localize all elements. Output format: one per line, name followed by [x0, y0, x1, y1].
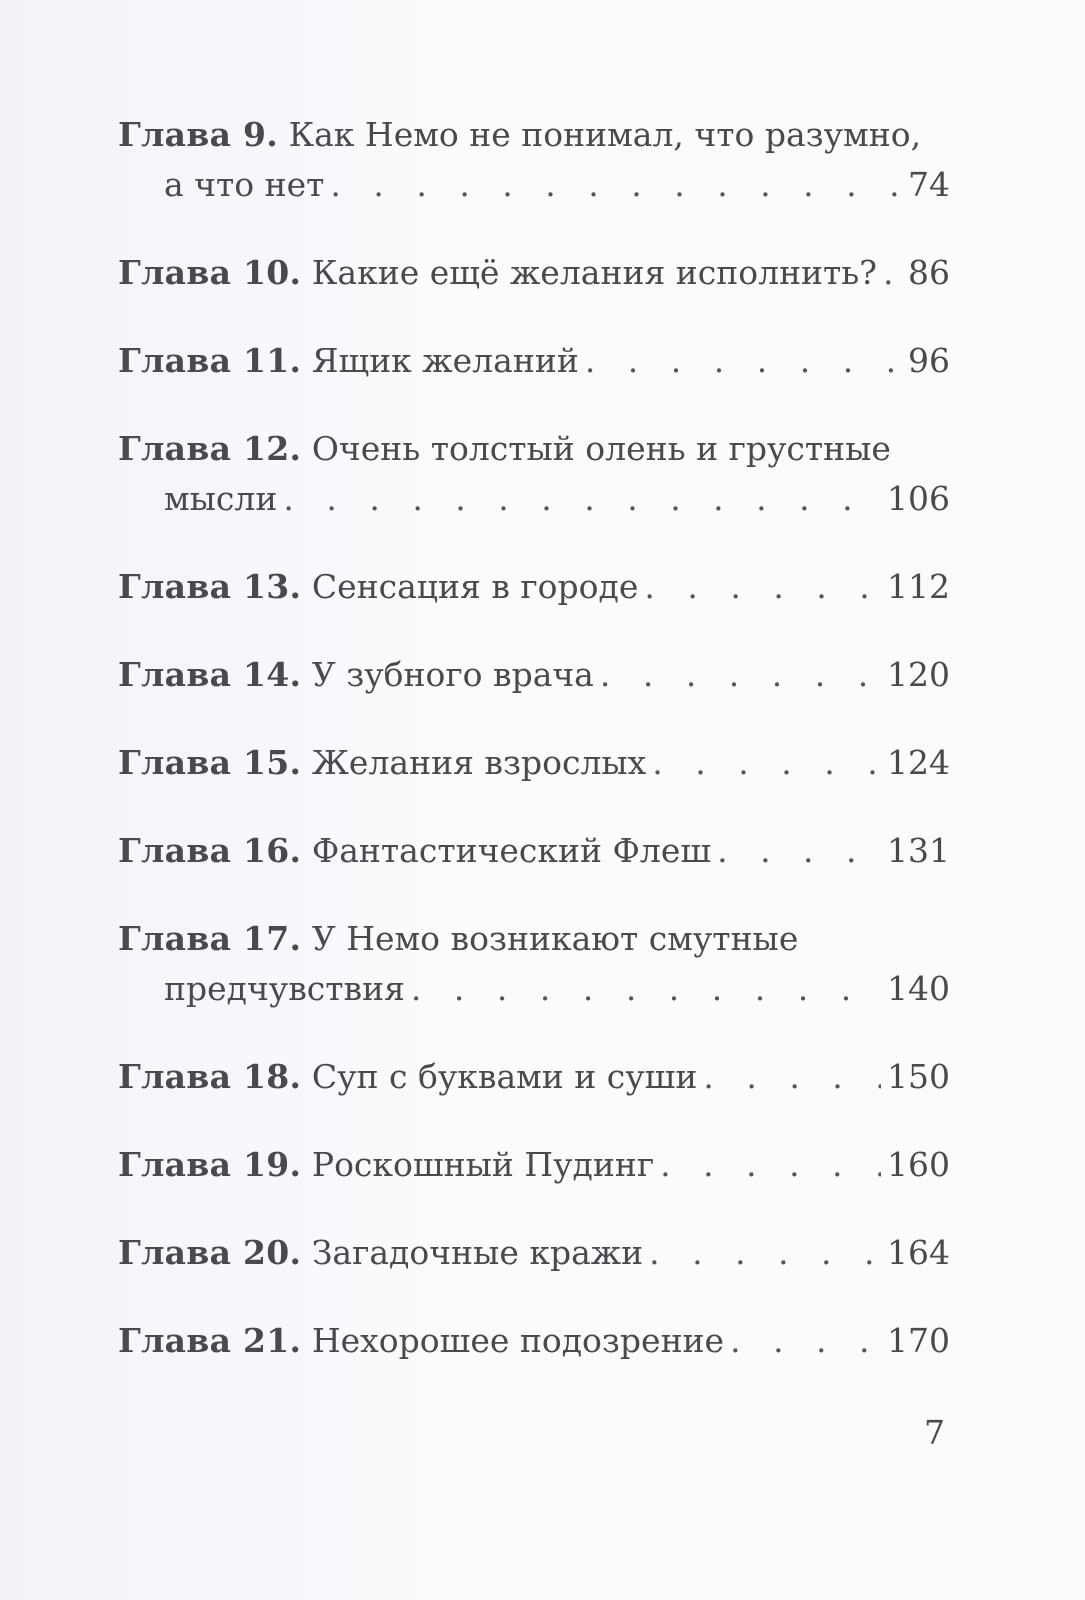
page-ref: 86 [908, 253, 950, 292]
chapter-title: Сенсация в городе [311, 567, 639, 606]
page-ref: 124 [887, 743, 950, 782]
dot-leader [411, 964, 881, 1014]
chapter-label: Глава 20. [118, 1233, 302, 1272]
page-ref: 131 [887, 831, 950, 870]
chapter-title: Какие ещё желания исполнить? [311, 253, 877, 292]
chapter-label: Глава 18. [118, 1057, 302, 1096]
chapter-label: Глава 14. [118, 655, 302, 694]
dot-leader [644, 562, 881, 612]
chapter-title-continuation: мысли [164, 479, 278, 518]
chapter-label: Глава 16. [118, 831, 302, 870]
chapter-label: Глава 15. [118, 743, 302, 782]
page-ref: 170 [887, 1321, 950, 1360]
toc-entry-chapter-10 [118, 248, 950, 298]
dot-leader [883, 248, 902, 298]
chapter-title: Как Немо не понимал, что разумно, [288, 115, 922, 154]
dot-leader [600, 650, 881, 700]
chapter-title: Загадочные кражи [311, 1233, 644, 1272]
page-ref: 140 [887, 969, 950, 1008]
chapter-title: Желания взрослых [311, 743, 647, 782]
chapter-title: Очень толстый олень и грустные [311, 429, 891, 468]
toc-entry-chapter-13 [118, 562, 950, 612]
toc-entry-chapter-15 [118, 738, 950, 788]
dot-leader [703, 1052, 881, 1102]
toc-entry-chapter-17 [118, 914, 950, 1014]
chapter-label: Глава 9. [118, 115, 279, 154]
chapter-label: Глава 19. [118, 1145, 302, 1184]
toc-entry-chapter-21 [118, 1316, 950, 1366]
page-number: 7 [924, 1413, 945, 1452]
chapter-title: Ящик желаний [311, 341, 579, 380]
toc-entry-chapter-14 [118, 650, 950, 700]
chapter-title: Роскошный Пудинг [311, 1145, 655, 1184]
toc-entry-chapter-11 [118, 336, 950, 386]
toc-entry-chapter-12 [118, 424, 950, 524]
chapter-label: Глава 13. [118, 567, 302, 606]
chapter-title: Фантастический Флеш [311, 831, 712, 870]
chapter-title-continuation: предчувствия [164, 969, 405, 1008]
dot-leader [283, 474, 881, 524]
toc-entry-chapter-9 [118, 110, 950, 210]
page-ref: 150 [887, 1057, 950, 1096]
page-ref: 164 [887, 1233, 950, 1272]
chapter-label: Глава 10. [118, 253, 302, 292]
dot-leader [330, 160, 902, 210]
chapter-title: У зубного врача [311, 655, 594, 694]
page-ref: 74 [908, 165, 950, 204]
dot-leader [652, 738, 881, 788]
table-of-contents [118, 110, 950, 1404]
toc-entry-chapter-20 [118, 1228, 950, 1278]
dot-leader [717, 826, 881, 876]
page-ref: 120 [887, 655, 950, 694]
toc-entry-chapter-18 [118, 1052, 950, 1102]
chapter-label: Глава 11. [118, 341, 302, 380]
dot-leader [660, 1140, 881, 1190]
chapter-label: Глава 17. [118, 919, 302, 958]
chapter-label: Глава 21. [118, 1321, 302, 1360]
chapter-title: Суп с буквами и суши [311, 1057, 698, 1096]
dot-leader [730, 1316, 881, 1366]
chapter-title: Нехорошее подозрение [311, 1321, 725, 1360]
page-ref: 112 [887, 567, 950, 606]
toc-entry-chapter-16 [118, 826, 950, 876]
page-ref: 96 [908, 341, 950, 380]
dot-leader [585, 336, 902, 386]
chapter-title-continuation: а что нет [164, 165, 325, 204]
toc-entry-chapter-19 [118, 1140, 950, 1190]
page-ref: 106 [887, 479, 950, 518]
page-ref: 160 [887, 1145, 950, 1184]
chapter-title: У Немо возникают смутные [311, 919, 799, 958]
dot-leader [649, 1228, 881, 1278]
chapter-label: Глава 12. [118, 429, 302, 468]
